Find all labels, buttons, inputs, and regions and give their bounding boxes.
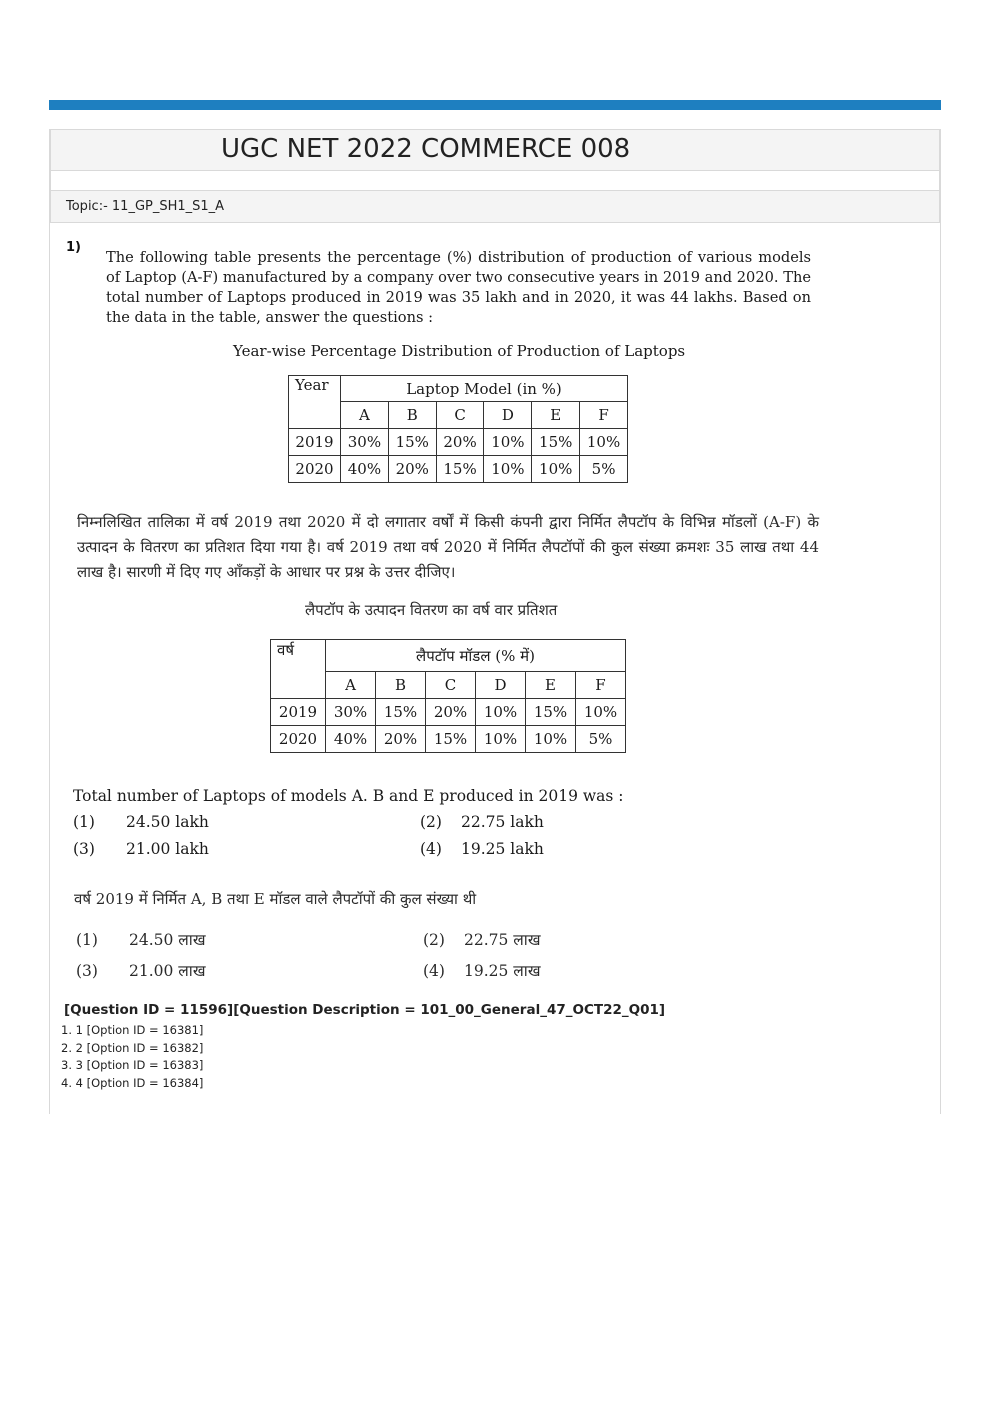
option-hindi-4 <box>423 959 541 981</box>
distribution-table-hindi <box>270 639 626 753</box>
value-cell: 15% <box>388 429 436 456</box>
option-text: 19.25 लाख <box>464 962 541 980</box>
option-english-1 <box>73 813 209 831</box>
option-id-item: 2. 2 [Option ID = 16382] <box>61 1040 204 1055</box>
value-cell: 20% <box>388 456 436 483</box>
table-caption-hindi: लैपटॉप के उत्पादन वितरण का वर्ष वार प्रतिशत <box>305 601 558 619</box>
model-header: B <box>388 402 436 429</box>
year-cell: 2019 <box>289 429 341 456</box>
value-cell: 20% <box>376 726 426 753</box>
question-paragraph-english: The following table presents the percentage (%) distribution of production of various models of Laptop (A-F) manufactured by a company over two consecutive years in 2019 and 2020. The total number of Laptops produced in 2019 was 35 lakh and in 2020, it was 44 lakhs. Based on the data in the table, answer the questions : <box>106 249 811 326</box>
model-header: F <box>576 672 626 699</box>
value-cell: 40% <box>326 726 376 753</box>
option-english-2 <box>420 813 544 831</box>
year-cell: 2020 <box>271 726 326 753</box>
model-header: B <box>376 672 426 699</box>
question-prompt-english: Total number of Laptops of models A. B and E produced in 2019 was : <box>73 787 624 805</box>
model-group-header: लैपटॉप मॉडल (% में) <box>326 640 626 672</box>
option-id-list <box>61 1022 203 1092</box>
value-cell: 10% <box>476 726 526 753</box>
option-number: (1) <box>76 931 98 949</box>
value-cell: 10% <box>476 699 526 726</box>
value-cell: 10% <box>532 456 580 483</box>
option-number: (3) <box>73 840 95 858</box>
value-cell: 15% <box>532 429 580 456</box>
year-header: वर्ष <box>271 640 326 699</box>
value-cell: 10% <box>484 429 532 456</box>
table-row <box>289 429 628 456</box>
option-id-item: 1. 1 [Option ID = 16381] <box>61 1023 204 1037</box>
page-title: UGC NET 2022 COMMERCE 008 <box>221 134 631 164</box>
option-number: (4) <box>423 962 445 980</box>
model-header: C <box>436 402 484 429</box>
question-paragraph-hindi: निम्नलिखित तालिका में वर्ष 2019 तथा 2020 में दो लगातार वर्षों में किसी कंपनी द्वारा निर्मित लैपटॉप के विभिन्न मॉडलों (A-F) के उत्पादन के वितरण का प्रतिशत दिया गया है। वर्ष 2019 तथा वर्ष 2020 में निर्मित लैपटॉपों की कुल संख्या क्रमशः 35 लाख तथा 44 लाख है। सारणी में दिए गए आँकड़ों के आधार पर प्रश्न के उत्तर दीजिए। <box>77 513 819 581</box>
option-text: 22.75 lakh <box>461 813 544 831</box>
value-cell: 40% <box>341 456 389 483</box>
option-hindi-1 <box>76 928 206 950</box>
topic-row <box>50 190 940 223</box>
value-cell: 20% <box>426 699 476 726</box>
spacer-row <box>50 170 940 191</box>
value-cell: 15% <box>526 699 576 726</box>
option-text: 21.00 lakh <box>126 840 209 858</box>
question-prompt-hindi: वर्ष 2019 में निर्मित A, B तथा E मॉडल वाले लैपटॉपों की कुल संख्या थी <box>74 890 477 908</box>
value-cell: 30% <box>341 429 389 456</box>
value-cell: 10% <box>580 429 628 456</box>
option-text: 24.50 लाख <box>129 931 206 949</box>
value-cell: 10% <box>484 456 532 483</box>
option-number: (3) <box>76 962 98 980</box>
option-number: (2) <box>423 931 445 949</box>
value-cell: 15% <box>426 726 476 753</box>
model-group-header: Laptop Model (in %) <box>341 376 628 402</box>
value-cell: 30% <box>326 699 376 726</box>
value-cell: 15% <box>436 456 484 483</box>
option-text: 21.00 लाख <box>129 962 206 980</box>
option-hindi-2 <box>423 928 541 950</box>
value-cell: 15% <box>376 699 426 726</box>
table-row <box>271 699 626 726</box>
model-header: E <box>526 672 576 699</box>
option-number: (4) <box>420 840 442 858</box>
option-english-4 <box>420 840 544 858</box>
value-cell: 20% <box>436 429 484 456</box>
year-header: Year <box>289 376 341 429</box>
model-header: D <box>484 402 532 429</box>
question-id-line: [Question ID = 11596][Question Description = 101_00_General_47_OCT22_Q01] <box>64 1002 666 1018</box>
table-row <box>271 726 626 753</box>
table-row <box>289 456 628 483</box>
model-header: F <box>580 402 628 429</box>
distribution-table-english <box>288 375 628 483</box>
option-english-3 <box>73 840 209 858</box>
year-cell: 2019 <box>271 699 326 726</box>
option-number: (2) <box>420 813 442 831</box>
title-row <box>50 129 940 171</box>
value-cell: 5% <box>580 456 628 483</box>
year-cell: 2020 <box>289 456 341 483</box>
option-text: 19.25 lakh <box>461 840 544 858</box>
model-header: D <box>476 672 526 699</box>
option-text: 22.75 लाख <box>464 931 541 949</box>
model-header: A <box>326 672 376 699</box>
question-number: 1) <box>66 240 81 255</box>
model-header: A <box>341 402 389 429</box>
value-cell: 10% <box>526 726 576 753</box>
option-id-item: 4. 4 [Option ID = 16384] <box>61 1075 204 1090</box>
option-number: (1) <box>73 813 95 831</box>
option-hindi-3 <box>76 959 206 981</box>
option-text: 24.50 lakh <box>126 813 209 831</box>
model-header: C <box>426 672 476 699</box>
model-header: E <box>532 402 580 429</box>
value-cell: 10% <box>576 699 626 726</box>
table-caption-english: Year-wise Percentage Distribution of Production of Laptops <box>233 342 686 360</box>
value-cell: 5% <box>576 726 626 753</box>
option-id-item: 3. 3 [Option ID = 16383] <box>61 1058 204 1072</box>
topic-label: Topic:- 11_GP_SH1_S1_A <box>66 199 225 214</box>
top-accent-bar <box>49 100 941 110</box>
